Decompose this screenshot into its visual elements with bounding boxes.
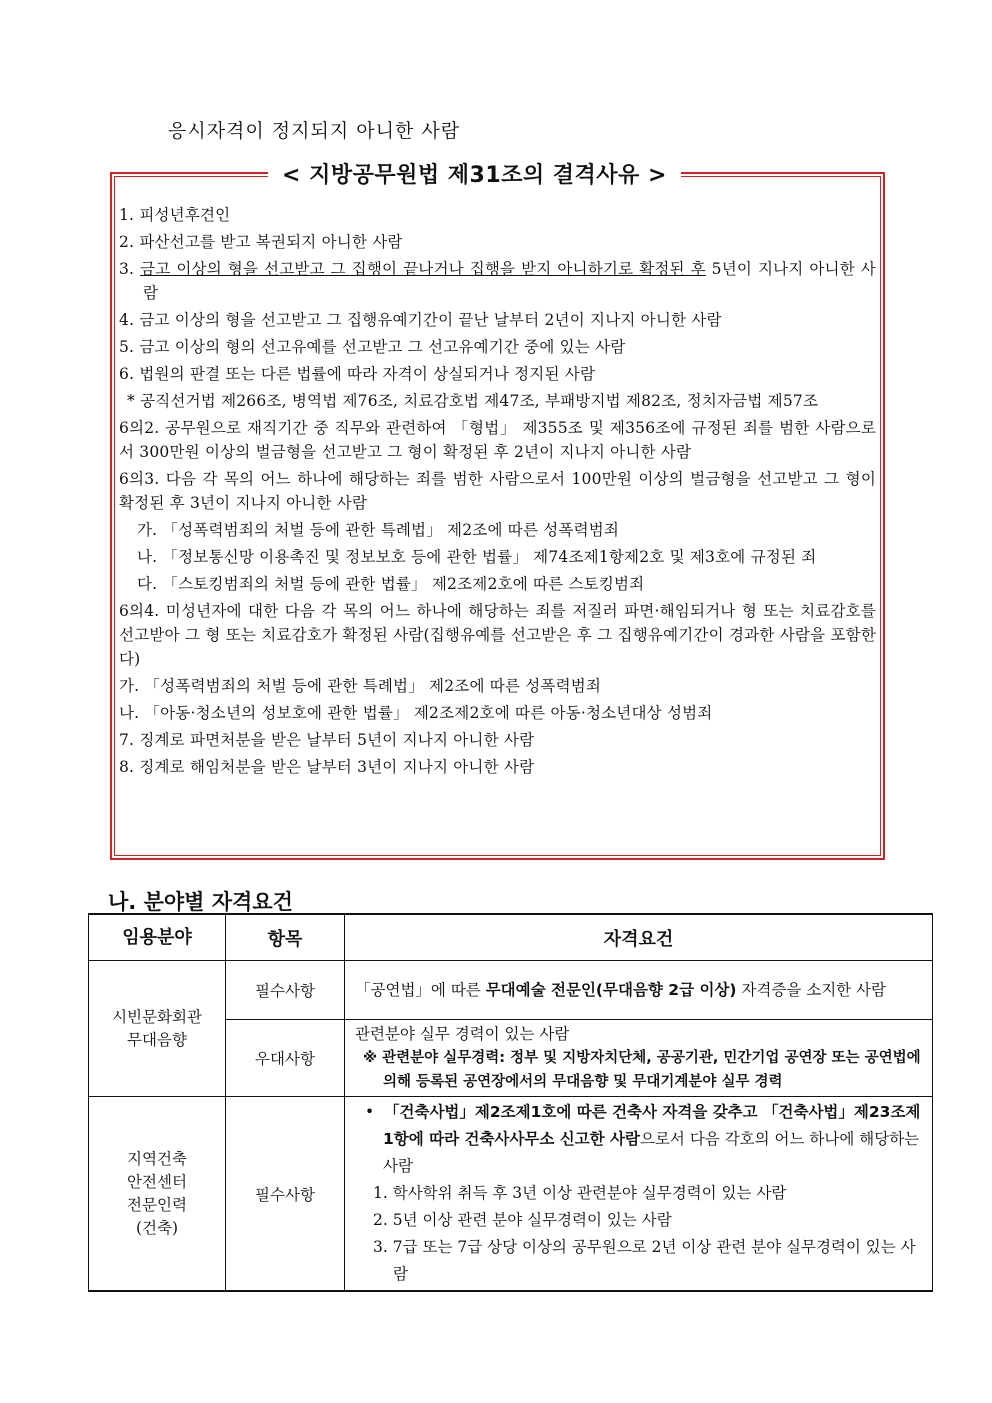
item-cell: 필수사항 [226,1097,345,1292]
list-item: 6. 법원의 판결 또는 다른 법률에 따라 자격이 상실되거나 정지된 사람 [119,365,596,383]
requirement-cell [345,1020,933,1097]
list-item: 8. 징계로 해임처분을 받은 날부터 3년이 지나지 아니한 사람 [119,758,535,776]
section-title: 나. 분야별 자격요건 [108,890,293,914]
field-cell [89,1097,226,1292]
pref-note: ※ 관련분야 실무경력: 정부 및 지방자치단체, 공공기관, 민간기업 공연장 또는 공연법에 의해 등록된 공연장에서의 무대음향 및 무대기계분야 실무 경력 [363,1050,921,1090]
bullet-text: 으로서 다음 각호의 어느 하나에 해당하는 사람 [383,1130,920,1175]
list-item: 4. 금고 이상의 형을 선고받고 그 집행유예기간이 끝난 날부터 2년이 지나지 아니한 사람 [119,311,722,329]
bullet-bold-text: 「건축사법」제2조제1호에 따른 건축사 자격을 갖추고 「건축사법」제23조제1항에 따라 건축사사무소 신고한 사람 [383,1103,921,1148]
list-item: 5. 금고 이상의 형의 선고유예를 선고받고 그 선고유예기간 중에 있는 사람 [119,338,626,356]
list-item: 2. 파산선고를 받고 복권되지 아니한 사람 [119,233,403,251]
disqualification-list [119,203,876,782]
underlined-text: 금고 이상의 형을 선고받고 그 집행이 끝나거나 집행을 받지 아니하기로 확정된 후 [140,260,706,278]
item-cell: 우대사항 [226,1020,345,1097]
bullet-item [355,1099,924,1180]
req-text: 「공연법」에 따른 [355,981,486,999]
list-item: 6의4. 미성년자에 대한 다음 각 목의 어느 하나에 해당하는 죄를 저질러 파면·해임되거나 형 또는 치료감호를 선고받아 그 형 또는 치료감호가 확정된 사람(집행유예를 선고받은 후 그 집행유예기간이 경과한 사람을 포함한다) [119,602,876,668]
field-name: 지역건축 안전센터 전문인력 (건축) [127,1149,187,1237]
list-item [119,257,876,305]
sub-item: 가. 「성폭력범죄의 처벌 등에 관한 특례법」 제2조에 따른 성폭력범죄 [119,677,602,695]
table-header-row [89,914,933,961]
list-item: 6의2. 공무원으로 재직기간 중 직무와 관련하여 「형법」 제355조 및 제356조에 규정된 죄를 범한 사람으로서 300만원 이상의 벌금형을 선고받고 그 형이 확정된 후 2년이 지나지 아니한 사람 [119,419,876,461]
item-suffix: 5년이 지나지 아니한 사람 [143,260,876,302]
item-number: 3. [119,260,141,278]
sub-item: 나. 「정보통신망 이용촉진 및 정보보호 등에 관한 법률」 제74조제1항제2호 및 제3호에 규정된 죄 [137,548,817,566]
list-item: 1. 피성년후견인 [119,206,231,224]
sub-item: 다. 「스토킹범죄의 처벌 등에 관한 법률」 제2조제2호에 따른 스토킹범죄 [137,575,645,593]
field-cell [89,961,226,1097]
header-requirement: 자격요건 [345,914,933,961]
table-row [89,961,933,1020]
req-text: 자격증을 소지한 사람 [736,981,887,999]
bullet-icon: • [365,1103,384,1121]
pref-text: 관련분야 실무 경력이 있는 사람 [355,1025,570,1043]
numbered-item: 1. 학사학위 취득 후 3년 이상 관련분야 실무경력이 있는 사람 [373,1184,787,1202]
list-item: 6의3. 다음 각 목의 어느 하나에 해당하는 죄를 범한 사람으로서 100만원 이상의 벌금형을 선고받고 그 형이 확정된 후 3년이 지나지 아니한 사람 [119,470,876,512]
req-bold-text: 무대예술 전문인(무대음향 2급 이상) [485,981,737,999]
field-name: 시빈문화회관 무대음향 [112,1007,202,1049]
law-note: * 공직선거법 제266조, 병역법 제76조, 치료감호법 제47조, 부패방지법 제82조, 정치자금법 제57조 [127,392,819,410]
header-field: 임용분야 [89,914,226,961]
intro-text: 응시자격이 정지되지 아니한 사람 [168,120,461,142]
sub-item: 나. 「아동·청소년의 성보호에 관한 법률」 제2조제2호에 따른 아동·청소년대상 성범죄 [119,704,713,722]
item-cell: 필수사항 [226,961,345,1020]
header-item: 항목 [226,914,345,961]
frame-title: < 지방공무원법 제31조의 결격사유 > [268,158,681,189]
requirement-cell [345,961,933,1020]
requirements-table [88,913,933,1292]
sub-item: 가. 「성폭력범죄의 처벌 등에 관한 특례법」 제2조에 따른 성폭력범죄 [137,521,620,539]
list-item: 7. 징계로 파면처분을 받은 날부터 5년이 지나지 아니한 사람 [119,731,535,749]
numbered-item: 3. 7급 또는 7급 상당 이상의 공무원으로 2년 이상 관련 분야 실무경력이 있는 사람 [373,1238,916,1283]
table-row [89,1097,933,1292]
numbered-item: 2. 5년 이상 관련 분야 실무경력이 있는 사람 [373,1211,672,1229]
requirement-cell [345,1097,933,1292]
